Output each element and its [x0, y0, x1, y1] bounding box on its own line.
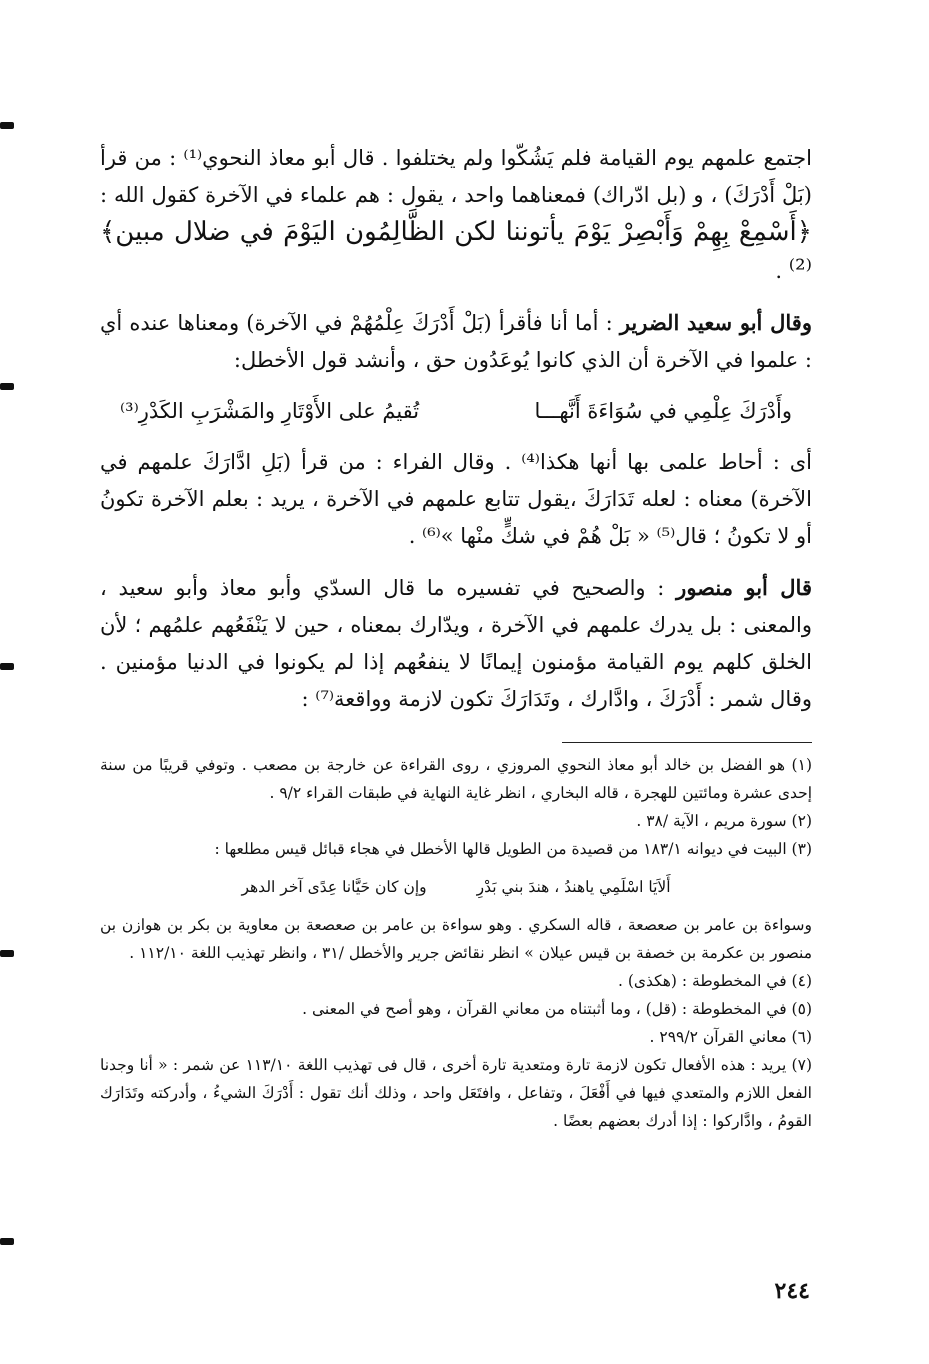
footnote-separator	[562, 742, 812, 743]
footnote-2: (٢) سورة مريم ، الآية /٣٨ .	[636, 812, 812, 830]
footnote-5: (٥) في المخطوطة : (قل) ، وما أثبتناه من معاني القرآن ، وهو أصح في المعنى .	[302, 1000, 812, 1018]
footnote-3-continued: وسواءة بن عامر بن صعصعة ، قاله السكري . وهو سواءة بن عامر بن صعصعة بن معاوية بن بكر بن هوازن بن منصور بن عكرمة بن خصفة بن قيس عيلان » انظر نقائض جرير والأخطل /٣١ ، وانظر تهذيب اللغة ١١٢/١٠ .	[100, 916, 812, 962]
footnote-6: (٦) معاني القرآن ٢٩٩/٢ .	[649, 1028, 812, 1046]
page-number: ٢٤٤	[774, 1278, 810, 1304]
speaker-name: قال أبو منصور	[676, 575, 812, 600]
paragraph-3: أى : أحاط علمى بها أنها هكذا⁽⁴⁾ . وقال الفراء : من قرأ (بَلِ ادَّارَكَ علمهم في الآخرة) معناه : لعله تَدَارَكَ ،يقول تتابع علمهم في الآخرة ، يريد : بعلم الآخرة تكونُ أو لا تكونُ ؛ قال⁽⁵⁾ « بَلْ هُمْ في شكٍّ منْها »⁽⁶⁾ .	[100, 450, 812, 548]
paragraph-2: وقال أبو سعيد الضرير : أما أنا فأقرأ (بَلْ أَدْرَكَ عِلْمُهُمْ في الآخرة) ومعناها عنده أي : علموا في الآخرة أن الذي كانوا يُوعَدُون حق ، وأنشد قول الأخطل:	[100, 310, 812, 372]
verse-first-half: وأَدْرَكَ عِلْمِي في سُوَاءَةَ أَنَّهـــا	[534, 399, 792, 423]
footnote-4: (٤) في المخطوطة : (هكذى) .	[617, 972, 812, 990]
page-body	[100, 140, 812, 1135]
footnote-1: (١) هو الفضل بن خالد أبو معاذ النحوي المروزي ، روى القراءة عن خارجة بن مصعب . وتوفي قريبًا من سنة إحدى عشرة ومائتين للهجرة ، قاله البخاري ، انظر غاية النهاية في طبقات القراء ٩/٢ .	[100, 756, 812, 802]
verse-second-half: تُقيمُ على الأَوْتَارِ والمَشْرَبِ الكَدْرِ⁽³⁾	[120, 399, 420, 423]
scan-mark	[0, 663, 14, 670]
scan-mark	[0, 122, 14, 129]
paragraph-4: قال أبو منصور : والصحيح في تفسيره ما قال السدّي وأبو معاذ وأبو سعيد ، والمعنى : بل يدرك علمهم في الآخرة ، ويدّارك بمعناه ، حين لا يَنْفَعُهم علمُهم ؛ لأن الخلق كلهم يوم القيامة مؤمنون إيمانًا لا ينفعُهم إذا لم يكونوا في الدنيا مؤمنين . وقال شمر : أَدْرَكَ ، وادَّارك ، وتَدَارَكَ تكون لازمة وواقعة⁽⁷⁾ :	[100, 575, 812, 711]
footnote-verse-first: أَلاَيَا اسْلَمِي ياهندُ ، هندَ بني بَدْرِ	[476, 878, 671, 896]
footnote-verse	[100, 873, 812, 901]
paragraph-1: اجتمع علمهم يوم القيامة فلم يَشُكّوا ولم يختلفوا . قال أبو معاذ النحوي⁽¹⁾ : من قرأ (بَلْ أَدْرَكَ) ، و (بل ادّراك) فمعناهما واحد ، يقول : هم علماء في الآخرة كقول الله : ﴿أَسْمِعْ بِهِمْ وَأَبْصِرْ يَوْمَ يأتوننا لكن الظَّالِمُون اليَوْمَ في ضلال مبين﴾⁽²⁾ .	[100, 146, 812, 285]
scan-mark	[0, 383, 14, 390]
quran-quote: ﴿أَسْمِعْ بِهِمْ وَأَبْصِرْ يَوْمَ يأتوننا لكن الظَّالِمُون اليَوْمَ في ضلال مبين﴾⁽²⁾	[100, 217, 812, 285]
footnote-verse-second: وإن كان حَيَّانا عِدًى آخر الدهر	[241, 878, 427, 896]
footnote-3: (٣) البيت في ديوانه ١٨٣/١ من قصيدة من الطويل قالها الأخطل في هجاء قبائل قيس مطلعها :	[214, 840, 812, 858]
footnote-7: (٧) يريد : هذه الأفعال تكون لازمة تارة ومتعدية تارة أخرى ، قال فى تهذيب اللغة ١١٣/١٠ عن شمر : « أنا وجدنا الفعل اللازم والمتعدي فيها في أَفْعَلَ ، وتفاعل ، وافتَعَل واحد ، وذلك أنك تقول : أَدْرَكَ الشيءُ ، وأدركته وتَدَارَك القومُ ، وادَّاركوا : إذا أدرك بعضهم بعضًا .	[100, 1056, 812, 1130]
poem-verse	[120, 393, 792, 430]
speaker-name: وقال أبو سعيد الضرير	[619, 310, 812, 335]
scan-mark	[0, 950, 14, 957]
scan-mark	[0, 1238, 14, 1245]
